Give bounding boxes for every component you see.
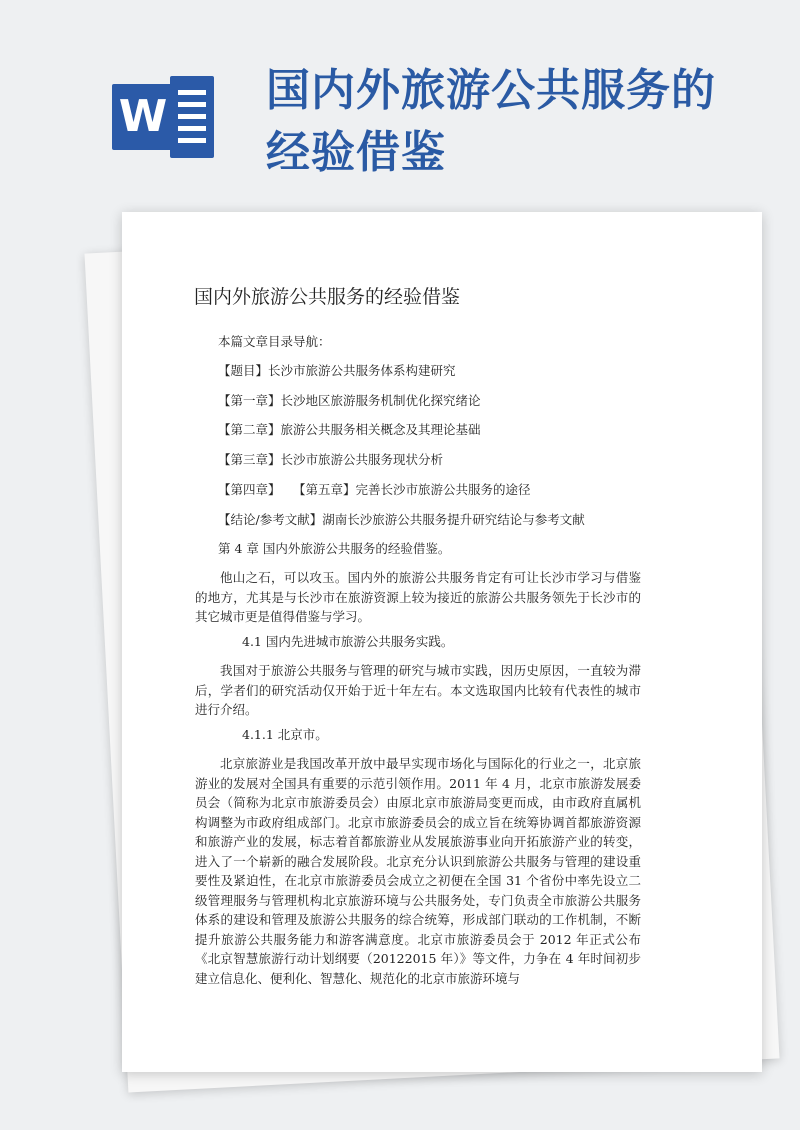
toc-item: 【第三章】长沙市旅游公共服务现状分析 — [218, 452, 444, 467]
paragraph-beijing: 北京旅游业是我国改革开放中最早实现市场化与国际化的行业之一，北京旅游业的发展对全国具有重要的示范引领作用。2011 年 4 月，北京市旅游发展委员会（简称为北京市旅游委员会）由原北京市旅游局变更而成，由市政府直属机构调整为市政府组成部门。北京市旅游委员会的成立旨在统筹协调首都旅游资源和旅游产业的发展，标志着首都旅游业从发展旅游事业向开拓旅游产业的转变，进入了一个崭新的融合发展阶段。北京充分认识到旅游公共服务与管理的建设重要性及紧迫性，在北京市旅游委员会成立之初便在全国 31 个省份中率先设立二级管理服务与管理机构北京旅游环境与公共服务处，专门负责全市旅游公共服务体系的建设和管理及旅游公共服务的综合统筹，形成部门联动的工作机制，不断提升旅游公共服务能力和游客满意度。北京市旅游委员会于 2012 年正式公布《北京智慧旅游行动计划纲要（20122015 年）》等文件，力争在 4 年时间初步建立信息化、便利化、智慧化、规范化的北京市旅游环境与 — [195, 756, 641, 986]
banner-title: 国内外旅游公共服务的经验借鉴 — [266, 65, 716, 178]
paragraph-research: 我国对于旅游公共服务与管理的研究与城市实践，因历史原因，一直较为滞后，学者们的研究活动仅开始于近十年左右。本文选取国内比较有代表性的城市进行介绍。 — [195, 663, 641, 717]
paragraph-intro: 他山之石，可以攻玉。国内外的旅游公共服务肯定有可让长沙市学习与借鉴的地方，尤其是与长沙市在旅游资源上较为接近的旅游公共服务领先于长沙市的其它城市更是值得借鉴与学习。 — [195, 570, 641, 624]
toc-item: 【结论/参考文献】湖南长沙旅游公共服务提升研究结论与参考文献 — [218, 512, 585, 527]
word-logo-letter: W — [112, 84, 174, 150]
chapter-heading: 第 4 章 国内外旅游公共服务的经验借鉴。 — [218, 541, 451, 556]
toc-item: 【第一章】长沙地区旅游服务机制优化探究绪论 — [218, 393, 481, 408]
document-page — [122, 212, 762, 1072]
toc-item: 【第二章】旅游公共服务相关概念及其理论基础 — [218, 422, 481, 437]
section-heading-4-1: 4.1 国内先进城市旅游公共服务实践。 — [242, 634, 454, 649]
toc-item: 【第四章】 【第五章】完善长沙市旅游公共服务的途径 — [218, 482, 531, 497]
section-heading-4-1-1: 4.1.1 北京市。 — [242, 727, 328, 742]
word-logo — [112, 76, 212, 156]
toc-item: 【题目】长沙市旅游公共服务体系构建研究 — [218, 363, 456, 378]
toc-intro: 本篇文章目录导航： — [218, 334, 331, 349]
document-lines-icon — [170, 76, 214, 158]
document-title: 国内外旅游公共服务的经验借鉴 — [194, 286, 461, 308]
